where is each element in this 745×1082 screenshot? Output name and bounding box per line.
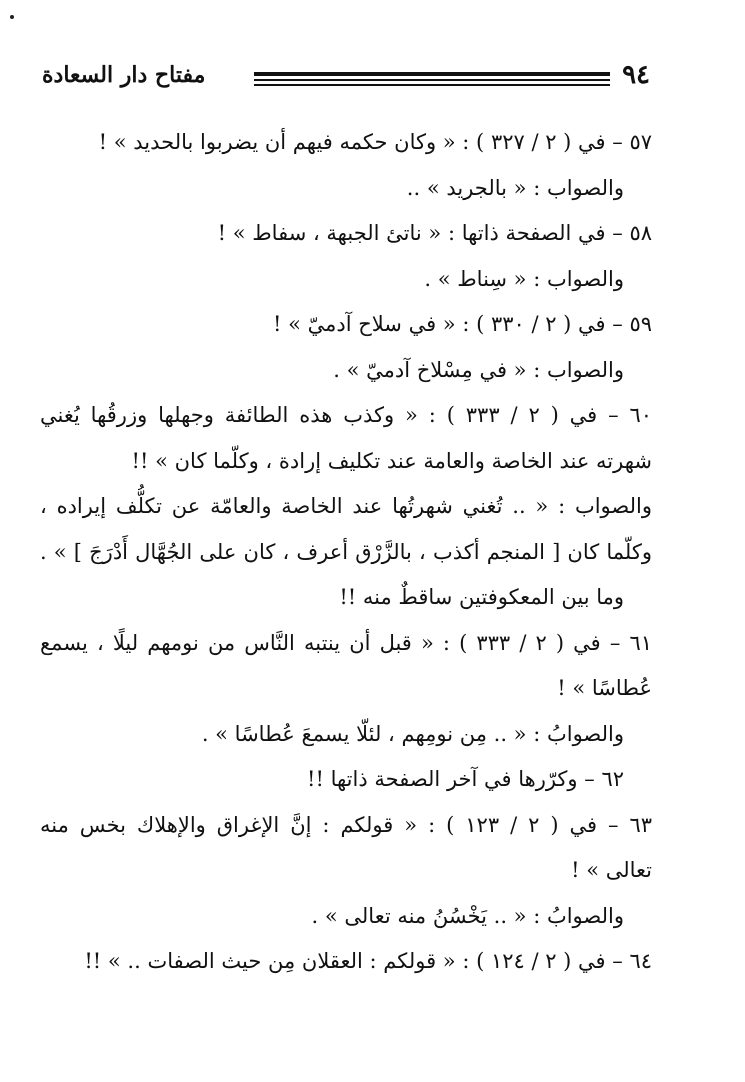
text-line: والصوابُ : « .. مِن نومِهم ، لئلّا يسمعَ عُطاسًا » . <box>201 721 624 746</box>
text-line: والصواب : « في مِسْلاخ آدميّ » . <box>333 357 624 382</box>
header-rule <box>254 84 610 86</box>
text-line: والصوابُ : « .. يَخْسُنُ منه تعالى » . <box>311 903 624 928</box>
text-line: والصواب : « بالجريد » .. <box>406 175 624 200</box>
text-line: وكلّما كان [ المنجم أكذب ، بالزَّرْق أعرف ، كان على الجُهَّال أَدْرَجَ ] » . <box>40 539 652 564</box>
page-body <box>40 120 652 985</box>
text-line: ٦٠ – في ( ٢ / ٣٣٣ ) : « وكذب هذه الطائفة وجهلها وزرقُها يُغني <box>40 403 653 427</box>
text-line: ٥٨ – في الصفحة ذاتها : « ناتئ الجبهة ، سفاط » ! <box>217 221 652 245</box>
text-line: عُطاسًا » ! <box>557 676 652 700</box>
text-line: ٥٩ – في ( ٢ / ٣٣٠ ) : « في سلاح آدميّ » ! <box>272 312 652 336</box>
text-line: شهرته عند الخاصة والعامة عند تكليف إرادة ، وكلّما كان » !! <box>131 448 652 473</box>
header-rule <box>254 72 610 76</box>
text-line: والصواب : « سِناط » . <box>424 266 624 291</box>
header-rule <box>254 79 610 81</box>
page-number: ٩٤ <box>622 60 650 90</box>
scan-mark <box>10 15 14 19</box>
text-line: تعالى » ! <box>571 858 652 882</box>
text-line: والصواب : « .. تُغني شهرتُها عند الخاصة والعامّة عن تكلُّف إيراده ، <box>40 494 652 518</box>
book-title: مفتاح دار السعادة <box>42 62 206 88</box>
text-line: ٦١ – في ( ٢ / ٣٣٣ ) : « قبل أن ينتبه النَّاس من نومهم ليلًا ، يسمع <box>40 630 652 655</box>
text-line: ٥٧ – في ( ٢ / ٣٢٧ ) : « وكان حكمه فيهم أن يضربوا بالحديد » ! <box>98 130 652 154</box>
text-line: ٦٢ – وكرّرها في آخر الصفحة ذاتها !! <box>307 767 624 791</box>
text-line: ٦٤ – في ( ٢ / ١٢٤ ) : « قولكم : العقلان مِن حيث الصفات .. » !! <box>84 949 652 973</box>
running-header <box>42 60 650 96</box>
text-line: وما بين المعكوفتين ساقطٌ منه !! <box>339 585 624 609</box>
text-line: ٦٣ – في ( ٢ / ١٢٣ ) : « قولكم : إنَّ الإغراق والإهلاك بخس منه <box>40 812 653 837</box>
